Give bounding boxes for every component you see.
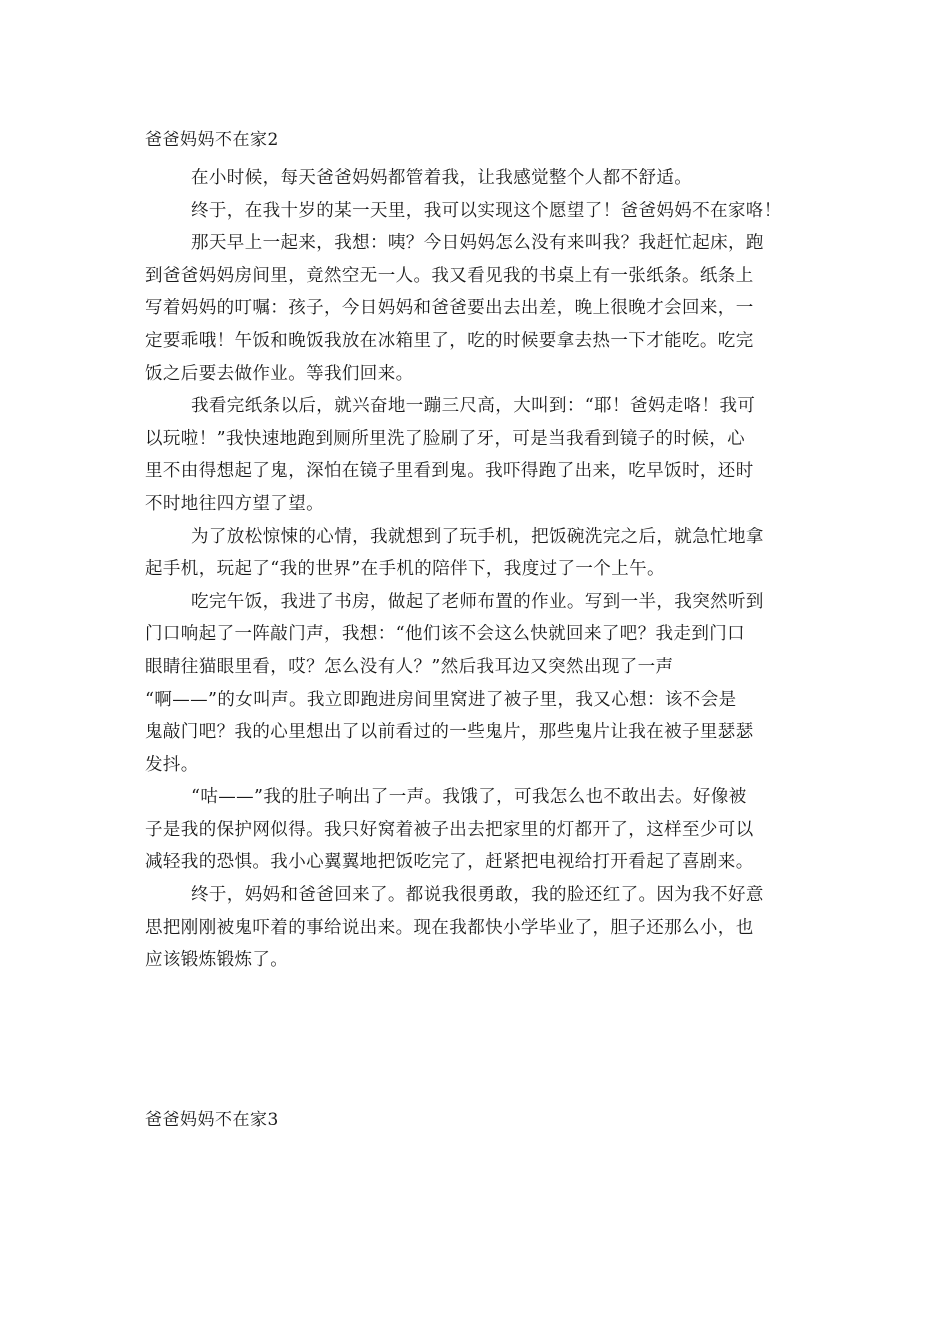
text-line: 到爸爸妈妈房间里，竟然空无一人。我又看见我的书桌上有一张纸条。纸条上 — [145, 265, 754, 286]
text-line: 写着妈妈的叮嘱：孩子，今日妈妈和爸爸要出去出差，晚上很晚才会回来，一 — [145, 298, 754, 319]
text-line: 定要乖哦！午饭和晚饭我放在冰箱里了，吃的时候要拿去热一下才能吃。吃完 — [145, 330, 754, 351]
text-line: 里不由得想起了鬼，深怕在镜子里看到鬼。我吓得跑了出来，吃早饭时，还时 — [145, 461, 754, 482]
text-line: “咕——”我的肚子响出了一声。我饿了，可我怎么也不敢出去。好像被 — [191, 787, 747, 808]
text-line: 为了放松惊悚的心情，我就想到了玩手机，把饭碗洗完之后，就急忙地拿 — [191, 526, 764, 547]
text-line: 应该锻炼锻炼了。 — [145, 950, 289, 971]
text-line: 那天早上一起来，我想：咦？今日妈妈怎么没有来叫我？我赶忙起床，跑 — [191, 233, 764, 254]
text-line: 子是我的保护网似得。我只好窝着被子出去把家里的灯都开了，这样至少可以 — [145, 819, 754, 840]
text-line: 鬼敲门吧？我的心里想出了以前看过的一些鬼片，那些鬼片让我在被子里瑟瑟 — [145, 722, 754, 743]
text-line: 吃完午饭，我进了书房，做起了老师布置的作业。写到一半，我突然听到 — [191, 591, 764, 612]
text-line: 门口响起了一阵敲门声，我想：“他们该不会这么快就回来了吧？我走到门口 — [145, 624, 746, 645]
text-line: 以玩啦！”我快速地跑到厕所里洗了脸刷了牙，可是当我看到镜子的时候，心 — [145, 428, 746, 449]
section-heading: 爸爸妈妈不在家3 — [145, 1110, 279, 1130]
text-line: 终于，在我十岁的某一天里，我可以实现这个愿望了！爸爸妈妈不在家咯！ — [191, 200, 782, 221]
text-line: 终于，妈妈和爸爸回来了。都说我很勇敢，我的脸还红了。因为我不好意 — [191, 885, 764, 906]
section-heading: 爸爸妈妈不在家2 — [145, 130, 279, 150]
text-line: 减轻我的恐惧。我小心翼翼地把饭吃完了，赶紧把电视给打开看起了喜剧来。 — [145, 852, 754, 873]
essay-body — [145, 162, 815, 977]
text-line: “啊——”的女叫声。我立即跑进房间里窝进了被子里，我又心想：该不会是 — [145, 689, 737, 710]
text-line: 饭之后要去做作业。等我们回来。 — [145, 363, 414, 384]
text-line: 我看完纸条以后，就兴奋地一蹦三尺高，大叫到：“耶！爸妈走咯！我可 — [191, 396, 756, 417]
text-line: 起手机，玩起了“我的世界”在手机的陪伴下，我度过了一个上午。 — [145, 559, 665, 580]
text-line: 思把刚刚被鬼吓着的事给说出来。现在我都快小学毕业了，胆子还那么小，也 — [145, 917, 754, 938]
text-line: 发抖。 — [145, 754, 199, 775]
text-line: 在小时候，每天爸爸妈妈都管着我，让我感觉整个人都不舒适。 — [191, 168, 693, 188]
text-line: 不时地往四方望了望。 — [145, 493, 324, 514]
text-line: 眼睛往猫眼里看，哎？怎么没有人？”然后我耳边又突然出现了一声 — [145, 656, 674, 677]
